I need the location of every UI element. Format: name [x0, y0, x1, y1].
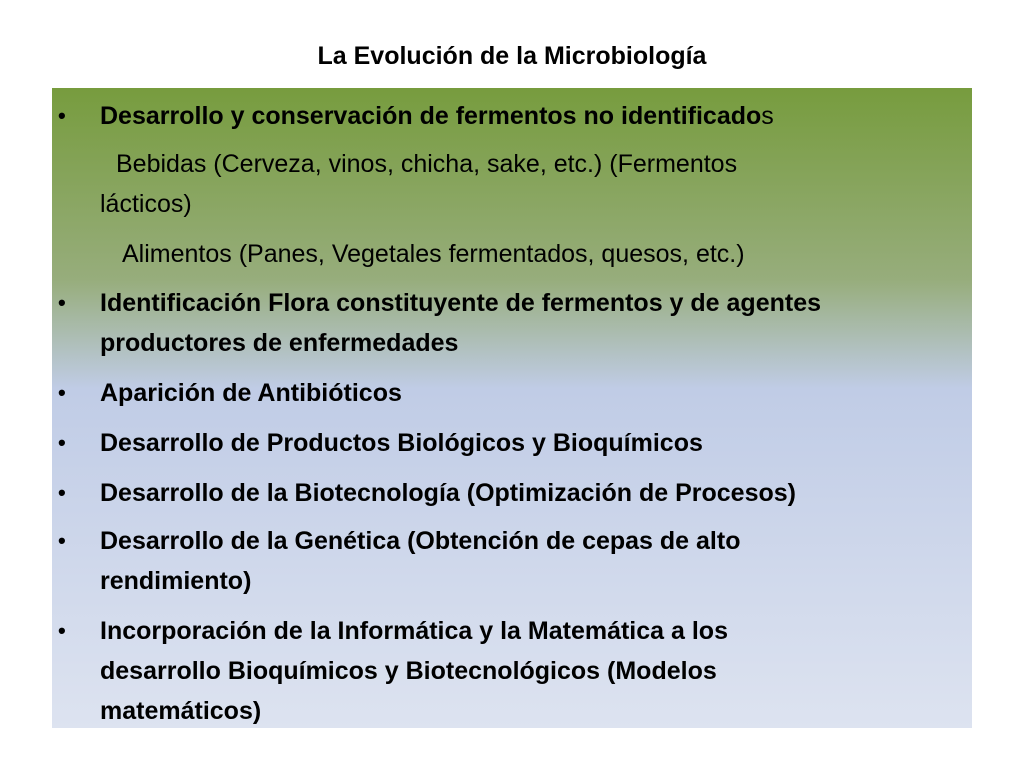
item-text: Desarrollo de Productos Biológicos y Bioquímicos	[100, 429, 703, 457]
bullet-glyph: •	[58, 618, 66, 643]
item-text: Desarrollo de la Genética (Obtención de cepas de alto	[100, 527, 741, 555]
item-text: rendimiento)	[100, 567, 252, 595]
slide-title: La Evolución de la Microbiología	[317, 42, 707, 70]
item-text: Desarrollo y conservación de fermentos no identificado	[100, 102, 762, 130]
item-text: matemáticos)	[100, 697, 262, 725]
item-text: Aparición de Antibióticos	[100, 379, 402, 407]
bullet-glyph: •	[58, 528, 66, 553]
bullet-glyph: •	[58, 380, 66, 405]
bullet-glyph: •	[58, 290, 66, 315]
sub-item-beverages-cont: lácticos)	[100, 190, 192, 218]
item-text: Incorporación de la Informática y la Matemática a los	[100, 617, 728, 645]
content-box	[52, 88, 972, 728]
item-text: desarrollo Bioquímicos y Biotecnológicos (Modelos	[100, 657, 717, 685]
item-text: Identificación Flora constituyente de fermentos y de agentes	[100, 289, 821, 317]
bullet-glyph: •	[58, 103, 66, 128]
item-text-tail: s	[761, 102, 774, 130]
item-text: Desarrollo de la Biotecnología (Optimización de Procesos)	[100, 479, 796, 507]
bullet-glyph: •	[58, 430, 66, 455]
sub-item-beverages: Bebidas (Cerveza, vinos, chicha, sake, etc.) (Fermentos	[116, 150, 738, 178]
bullet-glyph: •	[58, 480, 66, 505]
sub-item-foods: Alimentos (Panes, Vegetales fermentados, quesos, etc.)	[122, 240, 745, 268]
item-text: productores de enfermedades	[100, 329, 459, 357]
